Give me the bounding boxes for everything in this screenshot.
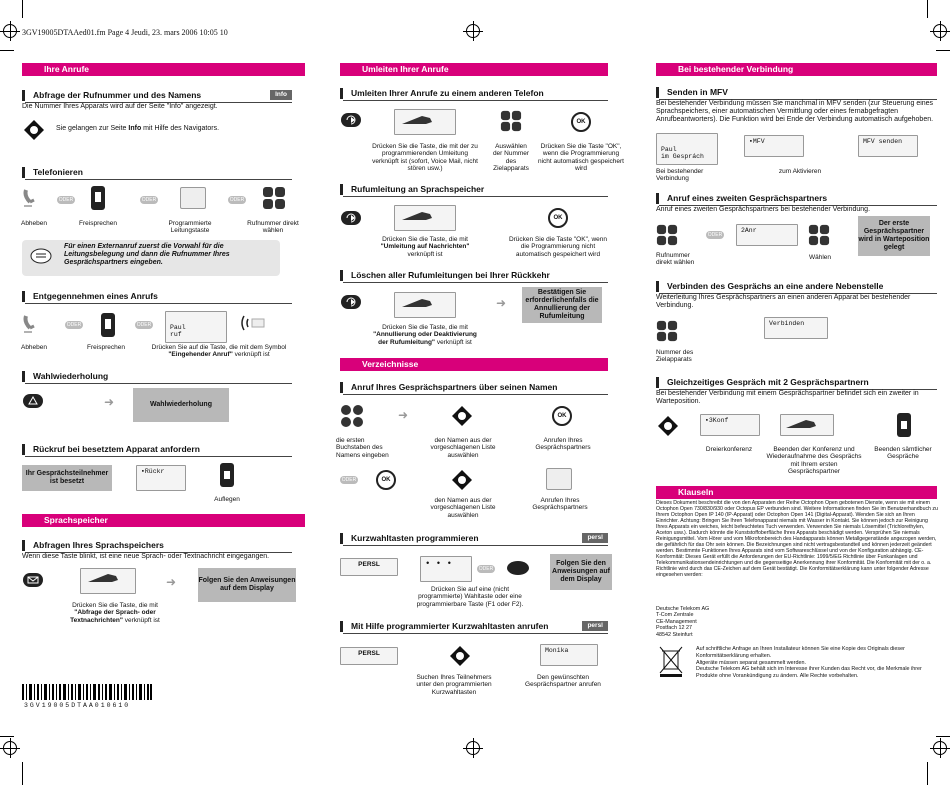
info-pill: Info [270, 90, 292, 100]
call-display: Paul im Gesprách [656, 133, 718, 165]
caption-programmierte: Programmierte Leitungstaste [168, 220, 212, 235]
section-zweiter: Anruf eines zweiten Gesprächspartners [656, 193, 937, 204]
kurzwahl-key: • • • [420, 556, 472, 582]
besetzt-box: Ihr Gesprächsteilnehmer ist besetzt [22, 465, 112, 491]
registration-mark [466, 741, 480, 755]
caption-an1: die ersten Buchstaben des Namens eingeben [336, 437, 389, 459]
caption-mfv2: zum Aktivieren [778, 168, 822, 175]
mfv-senden-key: MFV senden [858, 135, 918, 157]
oder-badge: ODER [341, 477, 357, 483]
ok-key: OK [552, 406, 572, 426]
speaker-key-icon [90, 185, 106, 211]
arrow-icon: ➜ [104, 395, 115, 409]
caption-gleich1: Dreierkonferenz [705, 446, 753, 453]
navigator-icon [24, 120, 44, 140]
letters-keypad-icon [340, 404, 364, 428]
band-bestehend: Bei bestehender Verbindung [656, 63, 937, 76]
section-gleichzeitig: Gleichzeitiges Gespräch mit 2 Gesprächspartnern [656, 377, 937, 388]
verb-text: Weiterleitung Ihres Gesprächspartners an einen anderen Apparat bei bestehender Verbindung. [656, 294, 911, 310]
caption-verb: Nummer des Zielapparats [656, 349, 694, 364]
registration-mark [3, 24, 17, 38]
pressing-finger-icon [400, 293, 436, 311]
section-umleiten: Umleiten Ihrer Anrufe zu einem anderen Telefon [340, 88, 608, 99]
line-key [546, 468, 572, 490]
speaker-key-icon [100, 312, 116, 338]
band-umleiten: Umleiten Ihrer Anrufe [340, 63, 608, 76]
section-loeschen: Löschen aller Rufumleitungen bei Ihrer Rückkehr [340, 270, 608, 281]
caption-kurz: Drücken Sie auf eine (nicht programmierte) Wahltaste oder eine programmierbare Taste (F1 oder F2). [416, 586, 524, 608]
caption-an2: den Namen aus der vorgeschlagenen Liste auswählen [430, 437, 496, 459]
caption-an5: Anrufen Ihres Gesprächspartners [532, 497, 588, 512]
section-anruf-name: Anruf Ihres Gesprächspartners über seinen Namen [340, 382, 608, 393]
oder-badge: ODER [58, 197, 74, 203]
line-key [180, 187, 206, 209]
registration-mark [466, 24, 480, 38]
crop-mark [936, 736, 950, 737]
caption-freisprechen-2: Freisprechen [87, 344, 125, 351]
crop-mark [927, 762, 928, 785]
section-abfrage: Abfrage der Rufnummer und des Namens Info [22, 90, 292, 101]
note-bubble-icon [30, 248, 52, 266]
band-verzeichnisse: Verzeichnisse [340, 358, 608, 371]
forward-key-icon [340, 210, 362, 226]
anweisungen-box: Folgen Sie den Anweisungen auf dem Display [198, 568, 296, 602]
note-box: Für einen Externanruf zuerst die Vorwahl für die Leitungsbelegung und dann die Rufnummer Ihres Gesprächspartners eingeben. [22, 240, 280, 276]
konferenz-key: ▪3Konf [700, 414, 760, 436]
zweit-text: Anruf eines zweiten Gesprächspartners bei bestehender Verbindung. [656, 206, 871, 213]
band-klauseln: Klauseln [656, 486, 937, 499]
caption-gleich2: Beenden der Konferenz und Wiederaufnahme des Gesprächs mit Ihrem ersten Gesprächspartner [766, 446, 862, 476]
hangup-key-icon [896, 412, 912, 438]
klauseln-text: Dieses Dokument beschreibt die von den Apparaten der Reihe Octophon Open gebotenen Dienste, wenn sie mit einem Octophon Open 730/830/930 oder Octopus EP verbunden sind. Weitere Informationen finden Sie im Benutzerhandbuch zu Ihrem Octophon Open IP 140 (IP-Apparat) oder Octophon Open 141 (Digital-Apparat). Wenden Sie sich an Ihren Einrichter. Achtung: Bringen Sie Ihren Telefonapparat niemals mit Wasser in Kontakt. Sie können jedoch zur Reinigung Ihres Apparats ein weiches, leicht befeuchtetes Tuch verwenden. Verwenden Sie niemals Lösemittel (Trichlorethylen, Aceton usw.). Dadurch könnte die Kunststoffoberfläche Ihres Apparats beschädigt werden. Versprühen Sie niemals Reinigungsmittel. Vom Hörer und vom Mikrofonbereich des Handapparats können Metallgegenstände angezogen werden, die gefährlich für das Ohr sein können. Die Bezeichnungen sind nicht vertragsbestandteil und können jederzeit geändert werden. Bestimmte Funktionen Ihres Apparats sind vom Softwareschlüssel und von der Konfiguration abhängig. CE-Konformität: Dieses Gerät erfüllt die Anforderungen der EU-Richtlinie: 1999/5/EG Richtlinie über Funkanlagen und Telekommunikationsendeinrichtungen und die gegenseitige Anerkennung ihrer Konformität. Die Konformität mit der o. a. Richtlinie wird durch das CE-Zeichen auf dem Gerät bestätigt. Die Konformitätserklärung kann unter folgender Adresse eingesehen werden: [656, 500, 938, 578]
oder-badge: ODER [141, 197, 157, 203]
persl-pill: persl [582, 533, 608, 543]
arrow-icon: ➜ [398, 408, 409, 422]
oder-badge: ODER [66, 322, 82, 328]
abfr-sprach-text: Wenn diese Taste blinkt, ist eine neue Sprach- oder Textnachricht eingegangen. [22, 553, 270, 560]
caption-abfrage-sprach: Drücken Sie die Taste, die mit "Abfrage der Sprach- oder Textnachrichten" verknüpft ist [70, 602, 160, 624]
caption-uml1: Drücken Sie die Taste, die mit der zu programmierenden Umleitung verknüpft ist (sofort, Voice Mail, nicht stören usw.) [372, 143, 478, 173]
caption-ruf2: Drücken Sie die Taste "OK", wenn die Programmierung nicht automatisch gespeichert wird [508, 236, 608, 258]
section-rufumleitung: Rufumleitung an Sprachspeicher [340, 184, 608, 195]
monika-key: Monika [540, 644, 598, 666]
file-header: 3GV19005DTAAed01.fm Page 4 Jeudi, 23. mars 2006 10:05 10 [22, 28, 228, 37]
address-block: Deutsche Telekom AG T-Com Zentrale CE-Management Postfach 12 27 48542 Steinfurt [656, 606, 710, 638]
caption-ruf1: Drücken Sie die Taste, die mit "Umleitung auf Nachrichten" verknüpft ist [380, 236, 470, 258]
keypad-icon [500, 110, 522, 132]
section-wahlwiederholung: Wahlwiederholung [22, 371, 292, 382]
persl-key: PERSL [340, 647, 398, 665]
mfv-text: Bei bestehender Verbindung müssen Sie manchmal in MFV senden (zur Steuerung eines Sprachspeichers, einer automatischen Vermittlung oder eines fernabgefragten Anrufbeantworters). Die Funktion wird bei Ende der Verbindung automatisch aufgehoben. [656, 100, 934, 124]
navigator-icon [658, 416, 678, 436]
caption-abheben: Abheben [20, 220, 48, 227]
caption-uml2: Auswählen der Nummer des Zielapparats [492, 143, 530, 173]
caption-an3: Anrufen Ihres Gesprächspartners [535, 437, 591, 452]
barcode-text: 3GV19005DTAA010610 [24, 702, 131, 709]
abfrage-nav-text: Sie gelangen zur Seite Info mit Hilfe des Navigators. [56, 125, 220, 132]
section-mit-hilfe: Mit Hilfe programmierter Kurzwahltasten anrufen persl [340, 621, 608, 632]
pressing-finger-icon [400, 206, 436, 224]
section-verbinden: Verbinden des Gesprächs an eine andere Nebenstelle [656, 281, 937, 292]
rueckruf-key: ▪Rückr [136, 465, 186, 491]
redial-key-icon [22, 393, 44, 409]
registration-mark [933, 741, 947, 755]
band-ihre-anrufe: Ihre Anrufe [22, 63, 305, 76]
arrow-icon: ➜ [166, 575, 177, 589]
forward-key-icon [340, 112, 362, 128]
section-rueckruf: Rückruf bei besetztem Apparat anfordern [22, 444, 292, 455]
function-key-icon [506, 560, 530, 576]
persl-pill: persl [582, 621, 608, 631]
navigator-icon [452, 406, 472, 426]
section-mfv: Senden in MFV [656, 87, 937, 98]
envelope-key-icon [22, 572, 44, 588]
ok-key: OK [548, 208, 568, 228]
caption-mfv1: Bei bestehender Verbindung [656, 168, 704, 183]
oder-badge: ODER [136, 322, 152, 328]
barcode [22, 684, 152, 700]
caption-zweit2: Wählen [808, 254, 832, 261]
section-abfragen-sprach: Abfragen Ihres Sprachspeichers [22, 540, 292, 551]
navigator-icon [450, 646, 470, 666]
handset-icon [22, 312, 46, 336]
caption-auflegen: Auflegen [214, 496, 240, 503]
registration-mark [933, 24, 947, 38]
crop-mark [22, 762, 23, 785]
pressing-finger-icon [784, 414, 820, 432]
incoming-display: Paul ruf [165, 311, 227, 343]
keypad-icon [808, 224, 830, 246]
persl-key: PERSL [340, 558, 398, 576]
crop-mark [0, 736, 14, 737]
handset-icon [22, 186, 46, 210]
weee-text: Auf schriftliche Anfrage an Ihren Installateur können Sie eine Kopie des Originals dieser Konformitätserklärung erhalten. Altgeräte müssen separat gesammelt werden. Deutsche Telekom AG behält sich im Interesse ihrer Kunden das Recht vor, die Merkmale ihrer Produkte ohne Vorankündigung zu ändern. Alle Rechte vorbehalten. [696, 646, 922, 679]
caption-an4: den Namen aus der vorgeschlagenen Liste auswählen [430, 497, 496, 519]
caption-abheben-2: Abheben [20, 344, 48, 351]
crop-mark [22, 0, 23, 18]
ok-key: OK [571, 112, 591, 132]
gleich-text: Bei bestehender Verbindung mit einem Gesprächspartner befindet sich ein zweiter in Warteposition. [656, 390, 919, 406]
caption-zweit1: Rufnummer direkt wählen [656, 252, 695, 267]
caption-eingehender: Drücken Sie auf die Taste, die mit dem Symbol "Eingehender Anruf" verknüpft ist [151, 344, 287, 359]
keypad-icon [262, 186, 286, 210]
oder-badge: ODER [707, 232, 723, 238]
pressing-finger-icon [86, 568, 122, 586]
navigator-icon [452, 470, 472, 490]
caption-mit1: Suchen Ihres Teilnehmers unter den programmierten Kurzwahltasten [416, 674, 492, 696]
caption-mit2: Den gewünschten Gesprächspartner anrufen [525, 674, 601, 689]
verbinden-key: Verbinden [764, 317, 828, 339]
caption-loe: Drücken Sie die Taste, die mit "Annullierung oder Deaktivierung der Rufumleitung" verknüpft ist [373, 324, 477, 346]
pressing-finger-icon [400, 110, 436, 128]
weee-bin-icon [658, 645, 684, 677]
ringing-icon [240, 312, 266, 334]
zweit-anruf-key: 2Anr [736, 224, 798, 246]
warteposition-box: Der erste Gesprächspartner wird in Warteposition gelegt [858, 216, 930, 256]
wahlwiederholung-box: Wahlwiederholung [133, 388, 229, 422]
mfv-key: ▪MFV [744, 135, 804, 157]
hangup-key-icon [219, 462, 235, 488]
section-kurzwahl: Kurzwahltasten programmieren persl [340, 533, 608, 544]
section-telefonieren: Telefonieren [22, 167, 292, 178]
caption-uml3: Drücken Sie die Taste "OK", wenn die Programmierung nicht automatisch gespeichert wird [538, 143, 624, 173]
crop-mark [0, 50, 14, 51]
keypad-icon [656, 224, 678, 246]
ok-key: OK [376, 470, 396, 490]
arrow-icon: ➜ [496, 296, 507, 310]
oder-badge: ODER [229, 197, 245, 203]
keypad-icon [656, 320, 678, 342]
section-entgegennehmen: Entgegennehmen eines Anrufs [22, 291, 292, 302]
forward-key-icon [340, 294, 362, 310]
crop-mark [927, 0, 928, 18]
registration-mark [3, 741, 17, 755]
kurzwahl-anweisungen-box: Folgen Sie den Anweisungen auf dem Display [550, 554, 612, 590]
abfrage-text: Die Nummer Ihres Apparats wird auf der Seite "Info" angezeigt. [22, 103, 218, 110]
caption-rufnummer: Rufnummer direkt wählen [247, 220, 299, 235]
caption-gleich3: Beenden sämtlicher Gespräche [874, 446, 932, 461]
bestaetigen-box: Bestätigen Sie erforderlichenfalls die Annullierung der Rufumleitung [522, 287, 602, 323]
caption-freisprechen: Freisprechen [79, 220, 117, 227]
crop-mark [936, 50, 950, 51]
band-sprachspeicher: Sprachspeicher [22, 514, 305, 527]
oder-badge: ODER [478, 566, 494, 572]
